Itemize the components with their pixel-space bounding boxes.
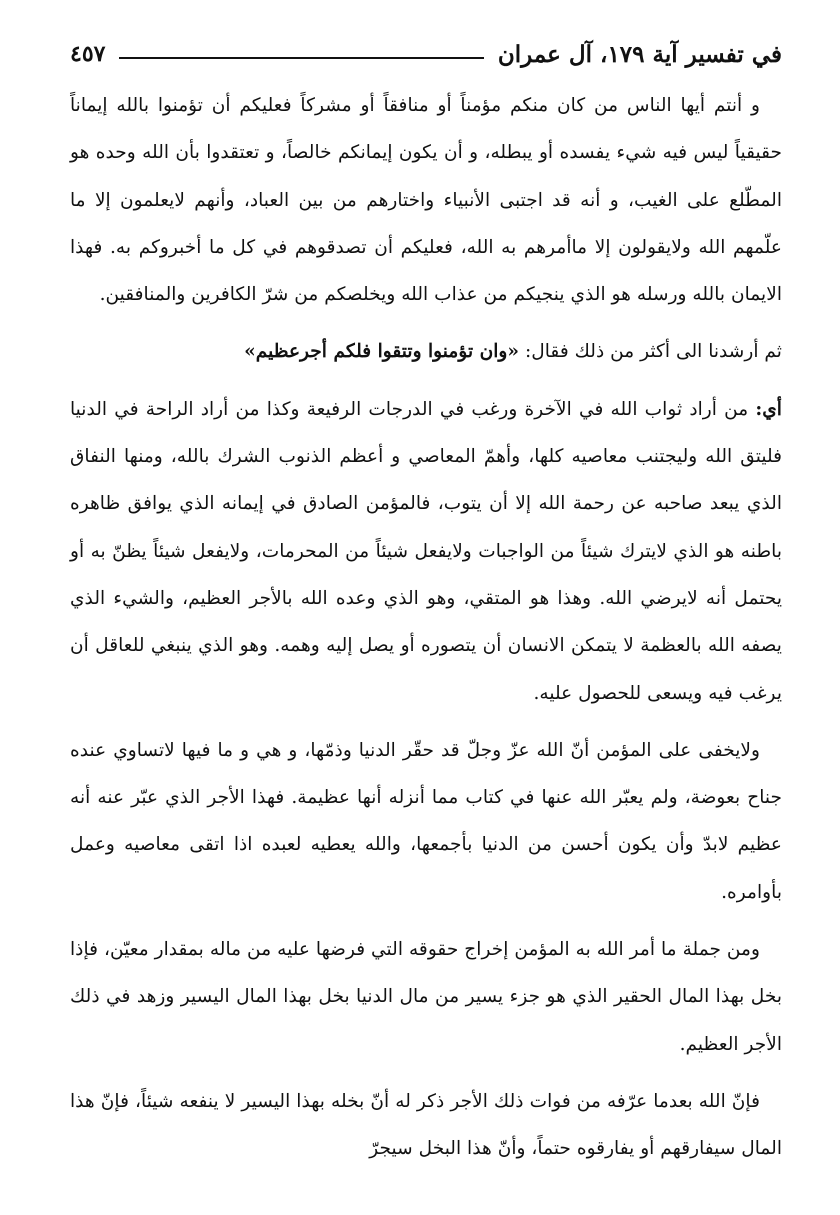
paragraph-text: و أنتم أيها الناس من كان منكم مؤمناً أو منافقاً أو مشركاً فعليكم أن تؤمنوا بالله إيماناً حقيقياً ليس فيه شيء يفسده أو يبطله، و أن يكون إيمانكم خالصاً، و تعتقدوا بأن الله وحده هو المطّلع على الغيب، و أنه قد اجتبى الأنبياء واختارهم من بين العباد، وأنهم لايعلمون إلا ما علّمهم الله ولايقولون إلا ماأمرهم به الله، فعليكم أن تصدقوهم في كل ما أخبروكم به. فهذا الايمان بالله ورسله هو الذي ينجيكم من عذاب الله ويخلصكم من شرّ الكافرين والمنافقين. xyxy=(70,95,782,306)
paragraph-text: فإنّ الله بعدما عرّفه من فوات ذلك الأجر ذكر له أنّ بخله بهذا اليسير لا ينفعه شيئاً، فإنّ هذا المال سيفارقهم أو يفارقوه حتماً، وأنّ هذا البخل سيجرّ xyxy=(70,1090,782,1160)
header-rule xyxy=(119,57,483,59)
paragraph-text: ولايخفى على المؤمن أنّ الله عزّ وجلّ قد حقّر الدنيا وذمّها، و هي و ما فيها لاتساوي عنده جناح بعوضة، ولم يعبّر الله عنها في كتاب مما أنزله أنها عظيمة. فهذا الأجر الذي عبّر عنه أنه عظيم لابدّ وأن يكون أحسن من الدنيا بأجمعها، والله يعطيه لعبده اذا اتقى معاصيه وعمل بأوامره. xyxy=(70,739,782,903)
paragraph-intro: ثم أرشدنا الى أكثر من ذلك فقال: xyxy=(524,341,782,363)
paragraph-1 xyxy=(70,82,782,318)
page-body xyxy=(70,82,782,1173)
paragraph-3 xyxy=(70,386,782,717)
paragraph-5 xyxy=(70,926,782,1068)
page-header xyxy=(70,34,782,74)
paragraph-lead: أي: xyxy=(755,398,782,420)
paragraph-4 xyxy=(70,727,782,916)
paragraph-2 xyxy=(70,328,782,375)
paragraph-text: من أراد ثواب الله في الآخرة ورغب في الدرجات الرفيعة وكذا من أراد الراحة في الدنيا فليتق الله وليجتنب معاصيه كلها، وأهمّ المعاصي و أعظم الذنوب الشرك بالله، ومنها النفاق الذي يبعد صاحبه عن رحمة الله إلا أن يتوب، فالمؤمن الصادق في إيمانه الذي يوافق ظاهره باطنه هو الذي لايترك شيئاً من الواجبات ولايفعل شيئاً من المحرمات، ولايفعل شيئاً يظنّ به أو يحتمل أنه لايرضي الله. وهذا هو المتقي، وهو الذي وعده الله بالأجر العظيم، والشيء الذي يصفه الله بالعظمة لا يتمكن الانسان أن يتصوره أو يصل إليه وهمه. وهو الذي ينبغي للعاقل أن يرغب فيه ويسعى للحصول عليه. xyxy=(70,398,782,704)
paragraph-6 xyxy=(70,1078,782,1173)
paragraph-text: ومن جملة ما أمر الله به المؤمن إخراج حقوقه التي فرضها عليه من ماله بمقدار معيّن، فإذا بخل بهذا المال الحقير الذي هو جزء يسير من مال الدنيا بخل بهذا المال اليسير وزهد في ذلك الأجر العظيم. xyxy=(70,939,782,1055)
quran-verse: «وان تؤمنوا وتتقوا فلكم أجرعظيم» xyxy=(244,341,520,363)
page-number: ٤٥٧ xyxy=(70,41,106,67)
running-head: في تفسير آية ١٧٩، آل عمران xyxy=(497,40,782,68)
